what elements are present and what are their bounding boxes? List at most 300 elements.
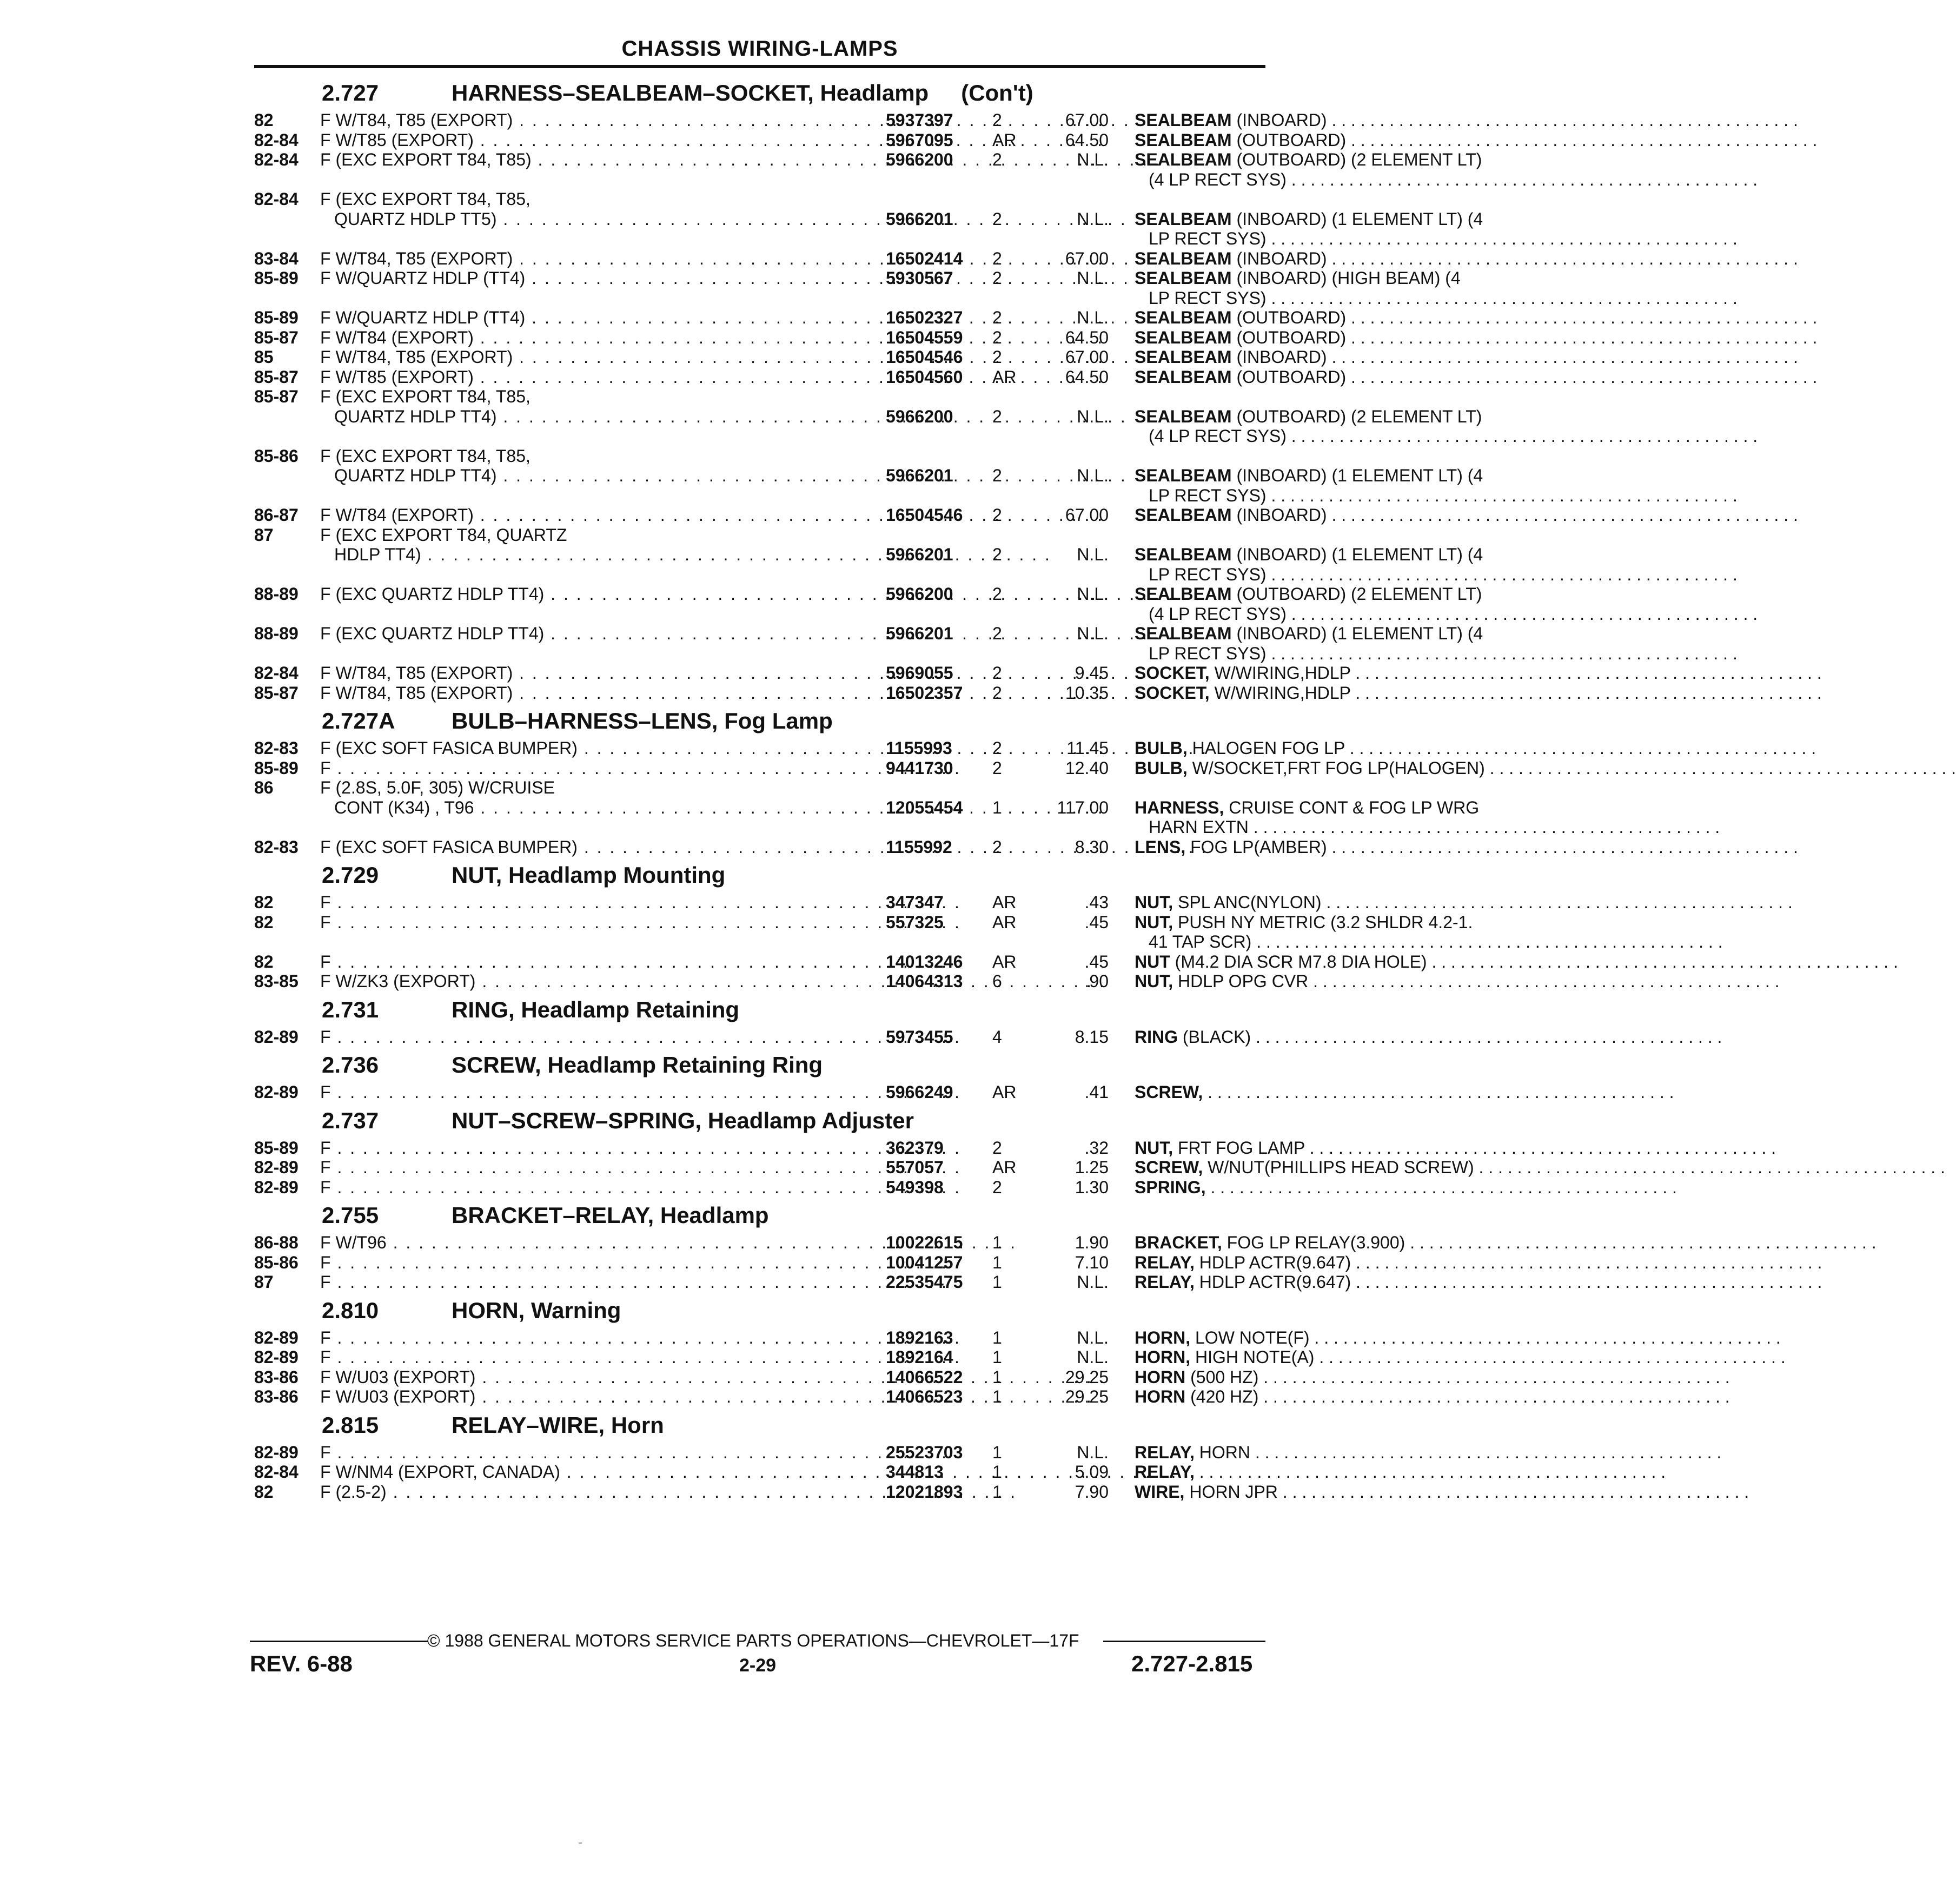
- usage-text: F (EXC EXPORT T84, T85): [320, 150, 532, 169]
- usage-description: [320, 1482, 858, 1502]
- price: 8.30: [1075, 837, 1109, 857]
- part-row: [254, 110, 1327, 130]
- price: 67.00: [1065, 347, 1109, 367]
- usage-text: F: [320, 1138, 331, 1158]
- part-name: HORN,: [1135, 1327, 1191, 1347]
- section-title: [254, 703, 1271, 738]
- part-row: [254, 1482, 1278, 1502]
- part-number: 10041257: [886, 1252, 963, 1272]
- nomenclature: [1135, 1158, 1524, 1178]
- nomenclature-line: [1135, 1367, 1524, 1387]
- nomenclature-line: [1135, 130, 1524, 150]
- usage-text: F W/T85 (EXPORT): [320, 367, 474, 387]
- part-name: RELAY,: [1135, 1462, 1195, 1482]
- model-year: 82: [254, 892, 274, 912]
- nomenclature-line: [1135, 1253, 1524, 1273]
- model-year: 82-89: [254, 1158, 299, 1177]
- usage-text: F W/T84, T85 (EXPORT): [320, 347, 513, 367]
- usage-description: [320, 446, 858, 486]
- usage-line: [320, 1328, 858, 1348]
- nomenclature-line: [1135, 837, 1524, 857]
- section-number: 2.731: [322, 996, 379, 1022]
- leader-dots: [474, 328, 1104, 347]
- quantity: 1: [992, 1327, 1002, 1347]
- price: 5.09: [1075, 1462, 1109, 1482]
- usage-line: [320, 1027, 858, 1047]
- usage-line: [320, 738, 858, 758]
- quantity: 1: [992, 1442, 1002, 1462]
- model-year: 83-86: [254, 1387, 299, 1406]
- part-detail: (INBOARD) (1 ELEMENT LT) (4: [1231, 624, 1483, 643]
- section-title: [254, 1292, 1271, 1328]
- part-detail: (500 HZ): [1185, 1367, 1259, 1387]
- usage-description: [320, 738, 858, 758]
- part-detail: (4 LP RECT SYS): [1149, 169, 1287, 189]
- price: N.L.: [1077, 209, 1109, 229]
- model-year: 82-89: [254, 1027, 299, 1047]
- usage-text: F: [320, 1252, 331, 1272]
- leader-dots: [421, 545, 1051, 564]
- usage-description: [320, 758, 858, 778]
- part-row: [254, 327, 1347, 348]
- nomenclature: [1135, 130, 1524, 150]
- quantity: 2: [992, 1177, 1002, 1197]
- usage-line: [320, 1272, 858, 1292]
- part-detail: LP RECT SYS): [1149, 288, 1267, 308]
- usage-text: F W/QUARTZ HDLP (TT4): [320, 308, 526, 327]
- leader-dots: [1322, 892, 1793, 912]
- usage-text: F (EXC EXPORT T84, T85,: [320, 387, 531, 406]
- section-name: NUT, Headlamp Mounting: [452, 862, 726, 888]
- quantity: AR: [992, 912, 1017, 932]
- nomenclature-line: [1135, 209, 1524, 229]
- usage-description: [320, 778, 858, 817]
- usage-line: [320, 1347, 858, 1367]
- part-name: WIRE,: [1135, 1482, 1185, 1502]
- nomenclature-line: [1135, 110, 1524, 130]
- part-detail: (4 LP RECT SYS): [1149, 604, 1287, 624]
- leader-dots: [331, 1443, 961, 1462]
- part-detail: HALOGEN FOG LP: [1187, 738, 1345, 758]
- usage-text: F: [320, 1327, 331, 1347]
- model-year: 82-89: [254, 1442, 299, 1462]
- section-number: 2.727: [322, 80, 379, 105]
- quantity: 1: [992, 1462, 1002, 1482]
- part-name: HARNESS,: [1135, 797, 1224, 817]
- part-detail: PUSH NY METRIC (3.2 SHLDR 4.2-1.: [1173, 912, 1473, 932]
- nomenclature: [1135, 624, 1524, 663]
- part-name: SEALBEAM: [1135, 505, 1232, 525]
- nomenclature: [1135, 837, 1524, 857]
- part-number: 12021893: [886, 1482, 963, 1502]
- nomenclature-line: [1135, 466, 1524, 486]
- nomenclature: [1135, 892, 1524, 913]
- section-title: [254, 1197, 1271, 1233]
- leader-dots: [331, 1158, 961, 1177]
- part-row: [254, 1387, 1271, 1407]
- part-name: SEALBEAM: [1135, 584, 1232, 604]
- part-row: [254, 130, 1347, 150]
- usage-text: F (EXC QUARTZ HDLP TT4): [320, 584, 545, 604]
- part-name: RELAY,: [1135, 1272, 1195, 1292]
- usage-line: [320, 189, 858, 209]
- leader-dots: [1267, 565, 1738, 584]
- section-name: RELAY–WIRE, Horn: [452, 1412, 664, 1438]
- nomenclature-line: [1135, 683, 1524, 703]
- nomenclature: [1135, 110, 1524, 130]
- usage-line: [320, 545, 858, 565]
- part-name: SEALBEAM: [1135, 110, 1232, 130]
- usage-description: [320, 268, 858, 288]
- section-subtitle: Horn: [611, 1412, 664, 1438]
- price: 117.00: [1057, 797, 1109, 817]
- nomenclature: [1135, 249, 1524, 269]
- usage-line: [320, 837, 858, 857]
- section-name: HORN, Warning: [452, 1297, 621, 1323]
- model-year: 85-87: [254, 367, 299, 387]
- usage-line: [320, 1178, 858, 1198]
- usage-text: QUARTZ HDLP TT5): [334, 209, 497, 229]
- part-name: LENS,: [1135, 837, 1186, 857]
- model-year: 88-89: [254, 584, 299, 604]
- usage-text: F: [320, 1027, 331, 1047]
- nomenclature-line: [1135, 932, 1524, 952]
- leader-dots: [1351, 1253, 1822, 1272]
- leader-dots: [331, 1178, 961, 1197]
- leader-dots: [1287, 426, 1758, 446]
- leader-dots: [1305, 1138, 1776, 1158]
- leader-dots: [1345, 738, 1816, 758]
- usage-description: [320, 952, 858, 972]
- usage-text: QUARTZ HDLP TT4): [334, 466, 497, 485]
- model-year: 82-84: [254, 189, 299, 209]
- part-detail: FOG LP(AMBER): [1185, 837, 1327, 857]
- leader-dots: [331, 913, 961, 932]
- part-number: 16502357: [886, 683, 963, 703]
- part-row: [254, 683, 1351, 703]
- usage-description: [320, 971, 858, 991]
- nomenclature-line: [1135, 1347, 1524, 1367]
- model-year: 83-86: [254, 1367, 299, 1387]
- usage-line: [320, 624, 858, 644]
- section-number: 2.729: [322, 862, 379, 888]
- nomenclature-line: [1135, 1178, 1524, 1198]
- part-number: 14066523: [886, 1387, 963, 1406]
- usage-description: [320, 1158, 858, 1178]
- price: .32: [1084, 1138, 1109, 1158]
- part-name: HORN,: [1135, 1347, 1191, 1367]
- leader-dots: [331, 758, 961, 778]
- leader-dots: [1287, 604, 1758, 624]
- footer-revision: REV. 6-88: [250, 1651, 353, 1676]
- model-year: 85-87: [254, 683, 299, 703]
- usage-text: F: [320, 1272, 331, 1292]
- usage-text: F: [320, 1082, 331, 1102]
- part-number: 5966249: [886, 1082, 953, 1102]
- part-detail: HARN EXTN: [1149, 817, 1249, 837]
- usage-description: [320, 1027, 858, 1047]
- leader-dots: [331, 1082, 961, 1102]
- part-number: 22535475: [886, 1272, 963, 1292]
- usage-text: F W/T84, T85 (EXPORT): [320, 110, 513, 130]
- quantity: 1: [992, 1347, 1002, 1367]
- nomenclature-line: [1135, 644, 1524, 664]
- part-detail: (BLACK): [1178, 1027, 1251, 1047]
- usage-description: [320, 308, 858, 328]
- part-number: 5967095: [886, 130, 953, 150]
- price: 7.10: [1075, 1252, 1109, 1272]
- usage-text: F W/U03 (EXPORT): [320, 1367, 476, 1387]
- part-name: SPRING,: [1135, 1177, 1206, 1197]
- usage-text: F: [320, 892, 331, 912]
- usage-description: [320, 1253, 858, 1273]
- part-detail: (OUTBOARD) (2 ELEMENT LT): [1231, 584, 1482, 604]
- part-number: 5973455: [886, 1027, 953, 1047]
- nomenclature-line: [1135, 426, 1524, 446]
- usage-text: F (EXC QUARTZ HDLP TT4): [320, 624, 545, 643]
- leader-dots: [1350, 663, 1821, 683]
- nomenclature-line: [1135, 1082, 1524, 1102]
- nomenclature-line: [1135, 288, 1524, 308]
- usage-line: [320, 209, 858, 229]
- part-number: 5966200: [886, 584, 953, 604]
- nomenclature: [1135, 407, 1524, 446]
- nomenclature-line: [1135, 407, 1524, 427]
- section-subtitle: Headlamp Mounting: [508, 862, 726, 888]
- part-row: [254, 892, 1322, 913]
- usage-line: [320, 1253, 858, 1273]
- nomenclature-line: [1135, 1138, 1524, 1158]
- usage-description: [320, 150, 858, 170]
- section-title: [254, 991, 1271, 1027]
- usage-description: [320, 249, 858, 269]
- leader-dots: [1308, 971, 1779, 991]
- usage-line: [320, 466, 858, 486]
- usage-description: [320, 1462, 858, 1482]
- nomenclature: [1135, 738, 1524, 758]
- usage-line: [320, 1367, 858, 1387]
- usage-description: [320, 913, 858, 933]
- part-row: [254, 1178, 1271, 1198]
- part-row: [254, 1367, 1271, 1387]
- part-name: NUT,: [1135, 892, 1173, 912]
- nomenclature: [1135, 584, 1524, 624]
- section-subtitle: Headlamp Retaining: [521, 996, 740, 1022]
- nomenclature-line: [1135, 170, 1524, 190]
- part-name: SEALBEAM: [1135, 624, 1232, 643]
- section-title: [254, 1407, 1271, 1443]
- leader-dots: [331, 1027, 961, 1047]
- usage-text: F W/T84, T85 (EXPORT): [320, 248, 513, 268]
- usage-text: CONT (K34) , T96: [334, 797, 474, 817]
- section-continued: (Con't): [961, 80, 1033, 105]
- part-number: 5930567: [886, 268, 953, 288]
- leader-dots: [1346, 308, 1817, 327]
- part-number: 5937397: [886, 110, 953, 130]
- nomenclature: [1135, 1233, 1524, 1253]
- nomenclature-line: [1135, 268, 1524, 288]
- leader-dots: [1278, 1482, 1749, 1502]
- model-year: 82: [254, 110, 274, 130]
- part-detail: (INBOARD): [1231, 505, 1327, 525]
- nomenclature: [1135, 1272, 1524, 1292]
- part-detail: (OUTBOARD): [1231, 367, 1347, 387]
- quantity: 2: [992, 327, 1002, 347]
- nomenclature: [1135, 1178, 1524, 1198]
- nomenclature-line: [1135, 1443, 1524, 1463]
- nomenclature-line: [1135, 545, 1524, 565]
- part-detail: HORN JPR: [1184, 1482, 1278, 1502]
- usage-description: [320, 110, 858, 130]
- part-detail: (OUTBOARD): [1231, 130, 1347, 150]
- price: 67.00: [1065, 505, 1109, 525]
- usage-text: F (2.5-2): [320, 1482, 387, 1502]
- part-row: [254, 778, 1480, 837]
- nomenclature: [1135, 1367, 1524, 1387]
- quantity: 4: [992, 1027, 1002, 1047]
- usage-line: [320, 971, 858, 991]
- nomenclature-line: [1135, 892, 1524, 913]
- model-year: 82-84: [254, 663, 299, 683]
- part-detail: W/SOCKET,FRT FOG LP(HALOGEN): [1187, 758, 1485, 778]
- nomenclature-line: [1135, 1158, 1524, 1178]
- part-name: HORN: [1135, 1367, 1186, 1387]
- section-number: 2.755: [322, 1202, 379, 1228]
- quantity: 2: [992, 268, 1002, 288]
- part-name: NUT,: [1135, 1138, 1173, 1158]
- nomenclature: [1135, 545, 1524, 584]
- usage-description: [320, 1443, 858, 1463]
- part-number: 1155992: [886, 837, 952, 857]
- part-detail: 41 TAP SCR): [1149, 932, 1252, 951]
- part-number: 5966200: [886, 406, 953, 426]
- usage-description: [320, 837, 858, 857]
- price: 1.90: [1075, 1233, 1109, 1252]
- nomenclature-line: [1135, 367, 1524, 387]
- part-detail: W/WIRING,HDLP: [1209, 683, 1351, 703]
- part-detail: (OUTBOARD) (2 ELEMENT LT): [1231, 150, 1482, 169]
- nomenclature: [1135, 268, 1524, 308]
- model-year: 82: [254, 912, 274, 932]
- leader-dots: [1258, 1367, 1729, 1387]
- price: 11.45: [1066, 738, 1109, 758]
- nomenclature-line: [1135, 347, 1524, 367]
- part-number: 1155993: [886, 738, 952, 758]
- part-detail: FOG LP RELAY(3.900): [1222, 1233, 1405, 1252]
- price: 9.45: [1075, 663, 1109, 683]
- usage-line: [320, 249, 858, 269]
- usage-line: [320, 505, 858, 525]
- usage-text: F (2.8S, 5.0F, 305) W/CRUISE: [320, 778, 555, 797]
- usage-line: [320, 1462, 858, 1482]
- usage-text: F (EXC SOFT FASICA BUMPER): [320, 837, 578, 857]
- nomenclature: [1135, 971, 1524, 991]
- model-year: 86-87: [254, 505, 299, 525]
- quantity: 1: [992, 1482, 1002, 1502]
- nomenclature-line: [1135, 308, 1524, 328]
- part-detail: HDLP OPG CVR: [1173, 971, 1309, 991]
- nomenclature: [1135, 683, 1524, 703]
- part-name: SEALBEAM: [1135, 327, 1232, 347]
- nomenclature: [1135, 663, 1524, 683]
- model-year: 85-86: [254, 1252, 299, 1272]
- nomenclature-line: [1135, 758, 1524, 778]
- model-year: 88-89: [254, 624, 299, 643]
- leader-dots: [331, 1347, 961, 1367]
- part-detail: W/WIRING,HDLP: [1209, 663, 1351, 683]
- usage-line: [320, 387, 858, 407]
- part-row: [254, 446, 1483, 506]
- nomenclature: [1135, 505, 1524, 525]
- leader-dots: [1310, 1328, 1781, 1347]
- nomenclature: [1135, 913, 1524, 952]
- part-row: [254, 1082, 1271, 1102]
- model-year: 85-89: [254, 1138, 299, 1158]
- part-name: HORN: [1135, 1387, 1186, 1406]
- model-year: 82-83: [254, 837, 299, 857]
- section-name: NUT–SCREW–SPRING, Headlamp Adjuster: [452, 1107, 914, 1133]
- part-row: [254, 1233, 1405, 1253]
- usage-line: [320, 268, 858, 288]
- section-number: 2.810: [322, 1297, 379, 1323]
- usage-line: [320, 1387, 858, 1407]
- part-detail: HDLP ACTR(9.647): [1194, 1272, 1351, 1292]
- nomenclature: [1135, 1443, 1524, 1463]
- usage-text: F (EXC SOFT FASICA BUMPER): [320, 738, 578, 758]
- nomenclature: [1135, 1387, 1524, 1407]
- nomenclature-line: [1135, 249, 1524, 269]
- leader-dots: [474, 505, 1104, 525]
- nomenclature: [1135, 1138, 1524, 1158]
- nomenclature-line: [1135, 1272, 1524, 1292]
- part-detail: LP RECT SYS): [1149, 229, 1267, 248]
- part-name: SEALBEAM: [1135, 248, 1232, 268]
- usage-line: [320, 130, 858, 150]
- part-row: [254, 150, 1482, 189]
- leader-dots: [1346, 328, 1817, 347]
- part-detail: (OUTBOARD) (2 ELEMENT LT): [1231, 406, 1482, 426]
- nomenclature: [1135, 1082, 1524, 1102]
- page-header: [254, 34, 1265, 68]
- leader-dots: [1351, 1272, 1822, 1292]
- part-number: 14064313: [886, 971, 963, 991]
- leader-dots: [1314, 1347, 1785, 1367]
- model-year: 82-84: [254, 1462, 299, 1482]
- part-number: 1892164: [886, 1347, 953, 1367]
- nomenclature-line: [1135, 738, 1524, 758]
- parts-list: [254, 75, 1485, 1502]
- usage-description: [320, 1347, 858, 1367]
- model-year: 87: [254, 525, 274, 545]
- model-year: 85-89: [254, 308, 299, 327]
- part-number: 347347: [886, 892, 944, 912]
- part-detail: HDLP ACTR(9.647): [1194, 1252, 1351, 1272]
- usage-line: [320, 407, 858, 427]
- nomenclature-line: [1135, 798, 1524, 818]
- part-row: [254, 951, 1427, 972]
- nomenclature: [1135, 1027, 1524, 1047]
- quantity: 2: [992, 758, 1002, 778]
- part-number: 362379: [886, 1138, 944, 1158]
- part-name: RELAY,: [1135, 1252, 1195, 1272]
- price: .90: [1084, 971, 1109, 991]
- section-subtitle: Warning: [531, 1297, 621, 1323]
- usage-text: F W/U03 (EXPORT): [320, 1387, 476, 1406]
- price: N.L.: [1077, 1347, 1109, 1367]
- model-year: 82-89: [254, 1177, 299, 1197]
- part-detail: (4 LP RECT SYS): [1149, 426, 1287, 446]
- part-detail: W/NUT(PHILLIPS HEAD SCREW): [1203, 1158, 1474, 1177]
